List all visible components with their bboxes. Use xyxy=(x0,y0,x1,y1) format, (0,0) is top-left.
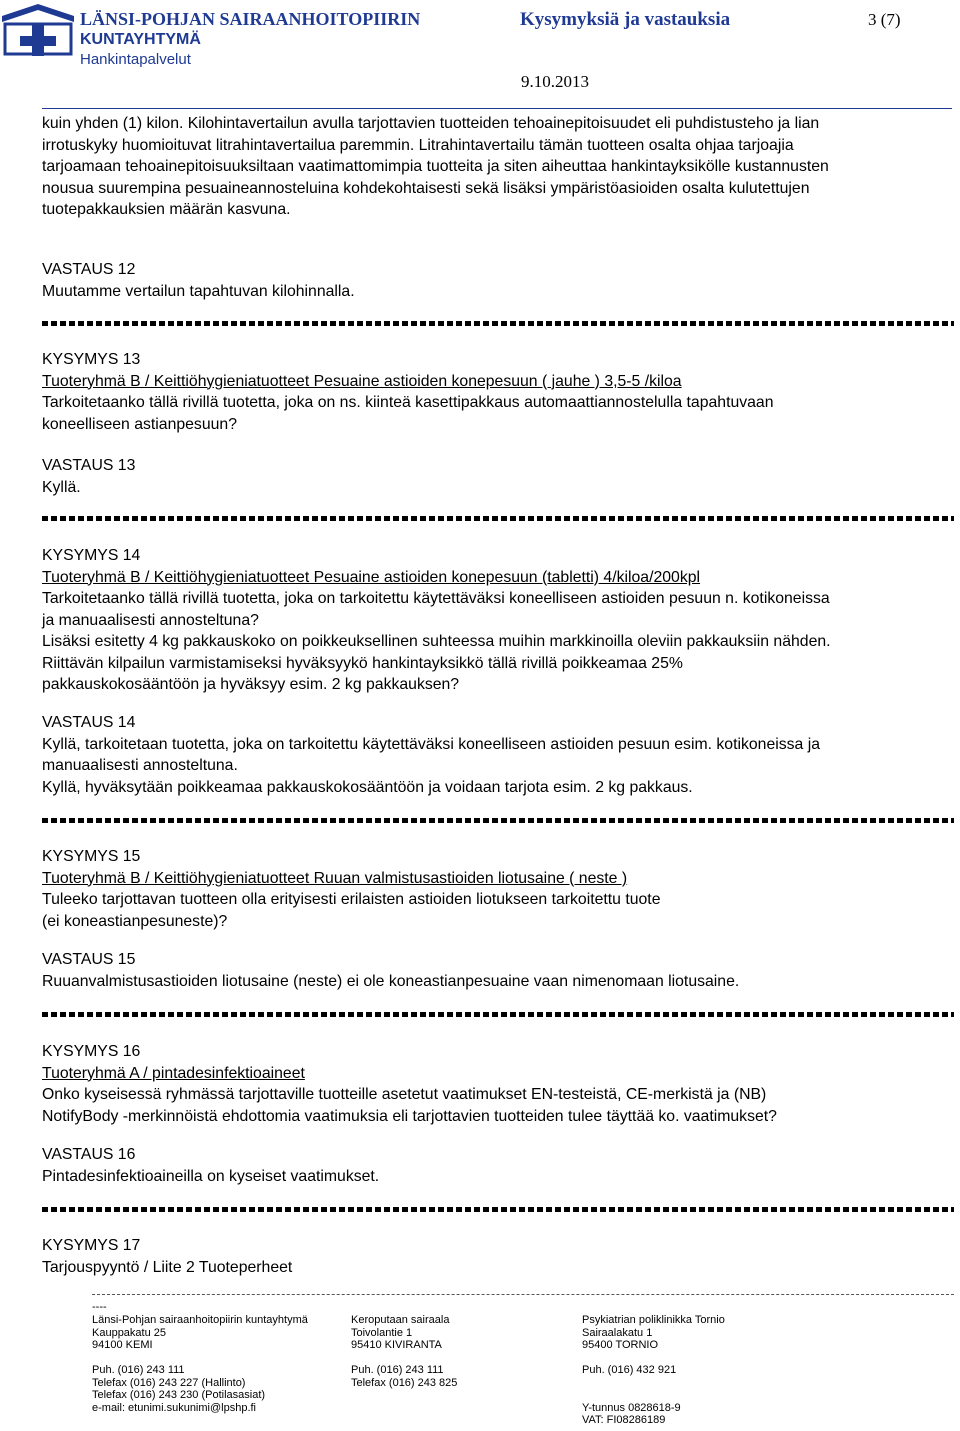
footer-line: 94100 KEMI xyxy=(92,1339,153,1351)
answer-heading: VASTAUS 12 xyxy=(42,261,136,278)
question-14 xyxy=(42,545,954,696)
question-16 xyxy=(42,1041,954,1127)
footer-line xyxy=(351,1352,457,1365)
footer-address-tornio xyxy=(582,1314,725,1427)
footer-address-main xyxy=(92,1314,308,1414)
intro-paragraph xyxy=(42,113,954,221)
document-title: Kysymyksiä ja vastauksia xyxy=(520,9,731,30)
question-heading: KYSYMYS 17 xyxy=(42,1237,141,1254)
question-subject: Tuoteryhmä B / Keittiöhygieniatuotteet Pesuaine astioiden konepesuun (tabletti) 4/kiloa/200kpl xyxy=(42,568,701,586)
footer-line: Puh. (016) 243 111 xyxy=(92,1364,185,1376)
text-line: Tarkoitetaanko tällä rivillä tuotetta, joka on ns. kiinteä kasettipakkaus automaattiannostelulla tapahtuvaan xyxy=(42,394,774,411)
question-subject: Tuoteryhmä B / Keittiöhygieniatuotteet Ruuan valmistusastioiden liotusaine ( neste ) xyxy=(42,869,628,887)
text-line: tuotepakkauksien määrän kasvuna. xyxy=(42,201,291,218)
text-line: Muutamme vertailun tapahtuvan kilohinnalla. xyxy=(42,282,355,300)
text-line: Kyllä, tarkoitetaan tuotetta, joka on tarkoitettu käytettäväksi koneelliseen astioiden pesuun esim. kotikoneissa ja xyxy=(42,735,821,753)
text-line: Tuleeko tarjottavan tuotteen olla erityisesti erilaisten astioiden liotukseen tarkoitettu tuote xyxy=(42,891,661,908)
question-subject: Tuoteryhmä B / Keittiöhygieniatuotteet Pesuaine astioiden konepesuun ( jauhe ) 3,5-5 /kiloa xyxy=(42,372,682,390)
footer-line xyxy=(92,1352,308,1365)
text-line: Pintadesinfektioaineilla on kyseiset vaatimukset. xyxy=(42,1167,380,1185)
answer-heading: VASTAUS 13 xyxy=(42,457,136,474)
footer-line: Sairaalakatu 1 xyxy=(582,1326,653,1339)
footer-business-id: Y-tunnus 0828618-9 xyxy=(582,1401,681,1414)
answer-heading: VASTAUS 14 xyxy=(42,714,136,731)
text-line: kuin yhden (1) kilon. Kilohintavertailun avulla tarjottavien tuotteiden tehoainepitoisuudet eli puhdistusteho ja lian xyxy=(42,115,820,132)
text-line: Riittävän kilpailun varmistamiseksi hyväksyykö hankintayksikkö tällä rivillä poikkeamaa 25% xyxy=(42,654,683,672)
text-line: nousua suurempina pesuaineannosteluina kohdekohtaisesti sekä lisäksi ympäristöasioiden osalta kulutettujen xyxy=(42,179,810,197)
org-unit: Hankintapalvelut xyxy=(80,51,191,68)
text-line: irrotuskyky huomioituvat litrahintavertailua paremmin. Litrahintavertailu tämän tuotteen osalta ohjaa tarjoajia xyxy=(42,136,794,154)
text-line: ja manuaalisesti annosteltuna? xyxy=(42,611,259,629)
footer-divider xyxy=(92,1294,954,1295)
text-line: Kyllä, hyväksytään poikkeamaa pakkauskokosääntöön ja voidaan tarjota esim. 2 kg pakkaus. xyxy=(42,778,693,796)
footer-line: 95410 KIVIRANTA xyxy=(351,1339,442,1351)
footer-address-keroputaa xyxy=(351,1314,457,1389)
organization-logo xyxy=(2,4,74,56)
section-separator xyxy=(42,818,954,823)
footer-line: Telefax (016) 243 227 (Hallinto) xyxy=(92,1376,246,1389)
footer-line xyxy=(582,1377,725,1390)
page-number: 3 (7) xyxy=(868,10,901,29)
header-divider xyxy=(42,108,952,109)
footer-line: Telefax (016) 243 230 (Potilasasiat) xyxy=(92,1389,266,1401)
text-line: koneelliseen astianpesuun? xyxy=(42,415,237,433)
footer-line xyxy=(582,1389,725,1402)
question-15 xyxy=(42,846,954,932)
text-line: Tarjouspyyntö / Liite 2 Tuoteperheet xyxy=(42,1258,293,1276)
footer-line: Psykiatrian poliklinikka Tornio xyxy=(582,1314,725,1326)
footer-line xyxy=(582,1352,725,1365)
document-date: 9.10.2013 xyxy=(521,72,589,91)
text-line: Onko kyseisessä ryhmässä tarjottaville tuotteille asetetut vaatimukset EN-testeistä, CE-merkistä ja (NB) xyxy=(42,1086,767,1103)
footer-line: Kauppakatu 25 xyxy=(92,1326,167,1339)
question-17 xyxy=(42,1235,954,1278)
text-line: (ei koneastianpesuneste)? xyxy=(42,912,228,930)
section-separator xyxy=(42,516,954,521)
footer-line: Keroputaan sairaala xyxy=(351,1314,450,1326)
footer-email: e-mail: etunimi.sukunimi@lpshp.fi xyxy=(92,1401,257,1414)
footer-line: Telefax (016) 243 825 xyxy=(351,1376,458,1389)
footer-line: Puh. (016) 432 921 xyxy=(582,1364,677,1376)
footer-line: 95400 TORNIO xyxy=(582,1339,659,1351)
org-name-line2: KUNTAYHTYMÄ xyxy=(80,31,201,48)
question-heading: KYSYMYS 15 xyxy=(42,848,141,865)
text-line: tarjoamaan tehoainepitoisuuksiltaan vaatimattomimpia tuotteita ja siten aiheuttaa hankintayksikölle kustannusten xyxy=(42,158,829,175)
footer-line: Toivolantie 1 xyxy=(351,1326,413,1339)
section-separator xyxy=(42,321,954,326)
section-separator xyxy=(42,1207,954,1212)
answer-14 xyxy=(42,712,954,798)
org-name-line1: LÄNSI-POHJAN SAIRAANHOITOPIIRIN xyxy=(80,9,421,29)
footer-dashes: ---- xyxy=(92,1301,107,1313)
question-subject: Tuoteryhmä A / pintadesinfektioaineet xyxy=(42,1064,305,1082)
text-line: pakkauskokosääntöön ja hyväksyy esim. 2 kg pakkauksen? xyxy=(42,676,460,693)
text-line: manuaalisesti annosteltuna. xyxy=(42,757,238,774)
answer-heading: VASTAUS 15 xyxy=(42,951,136,968)
answer-16 xyxy=(42,1144,954,1187)
section-separator xyxy=(42,1012,954,1017)
text-line: Ruuanvalmistusastioiden liotusaine (neste) ei ole koneastianpesuaine vaan nimenomaan liotusaine. xyxy=(42,972,740,990)
footer-line: Puh. (016) 243 111 xyxy=(351,1364,444,1376)
question-heading: KYSYMYS 16 xyxy=(42,1043,141,1060)
text-line: Kyllä. xyxy=(42,478,81,496)
answer-15 xyxy=(42,949,954,992)
answer-13 xyxy=(42,455,954,498)
answer-12 xyxy=(42,259,954,302)
footer-line: Länsi-Pohjan sairaanhoitopiirin kuntayhtymä xyxy=(92,1314,308,1326)
footer-vat: VAT: FI08286189 xyxy=(582,1414,666,1426)
text-line: Tarkoitetaanko tällä rivillä tuotetta, joka on tarkoitettu käytettäväksi koneelliseen astioiden pesuun n. kotikoneissa xyxy=(42,590,830,607)
text-line: Lisäksi esitetty 4 kg pakkauskoko on poikkeuksellinen suhteessa muihin markkinoilla oleviin pakkauksiin nähden. xyxy=(42,633,831,650)
question-heading: KYSYMYS 14 xyxy=(42,547,141,564)
question-heading: KYSYMYS 13 xyxy=(42,351,141,368)
question-13 xyxy=(42,349,954,435)
answer-heading: VASTAUS 16 xyxy=(42,1146,136,1163)
text-line: NotifyBody -merkinnöistä ehdottomia vaatimuksia eli tarjottavien tuotteiden tulee täyttää ko. vaatimukset? xyxy=(42,1107,777,1125)
